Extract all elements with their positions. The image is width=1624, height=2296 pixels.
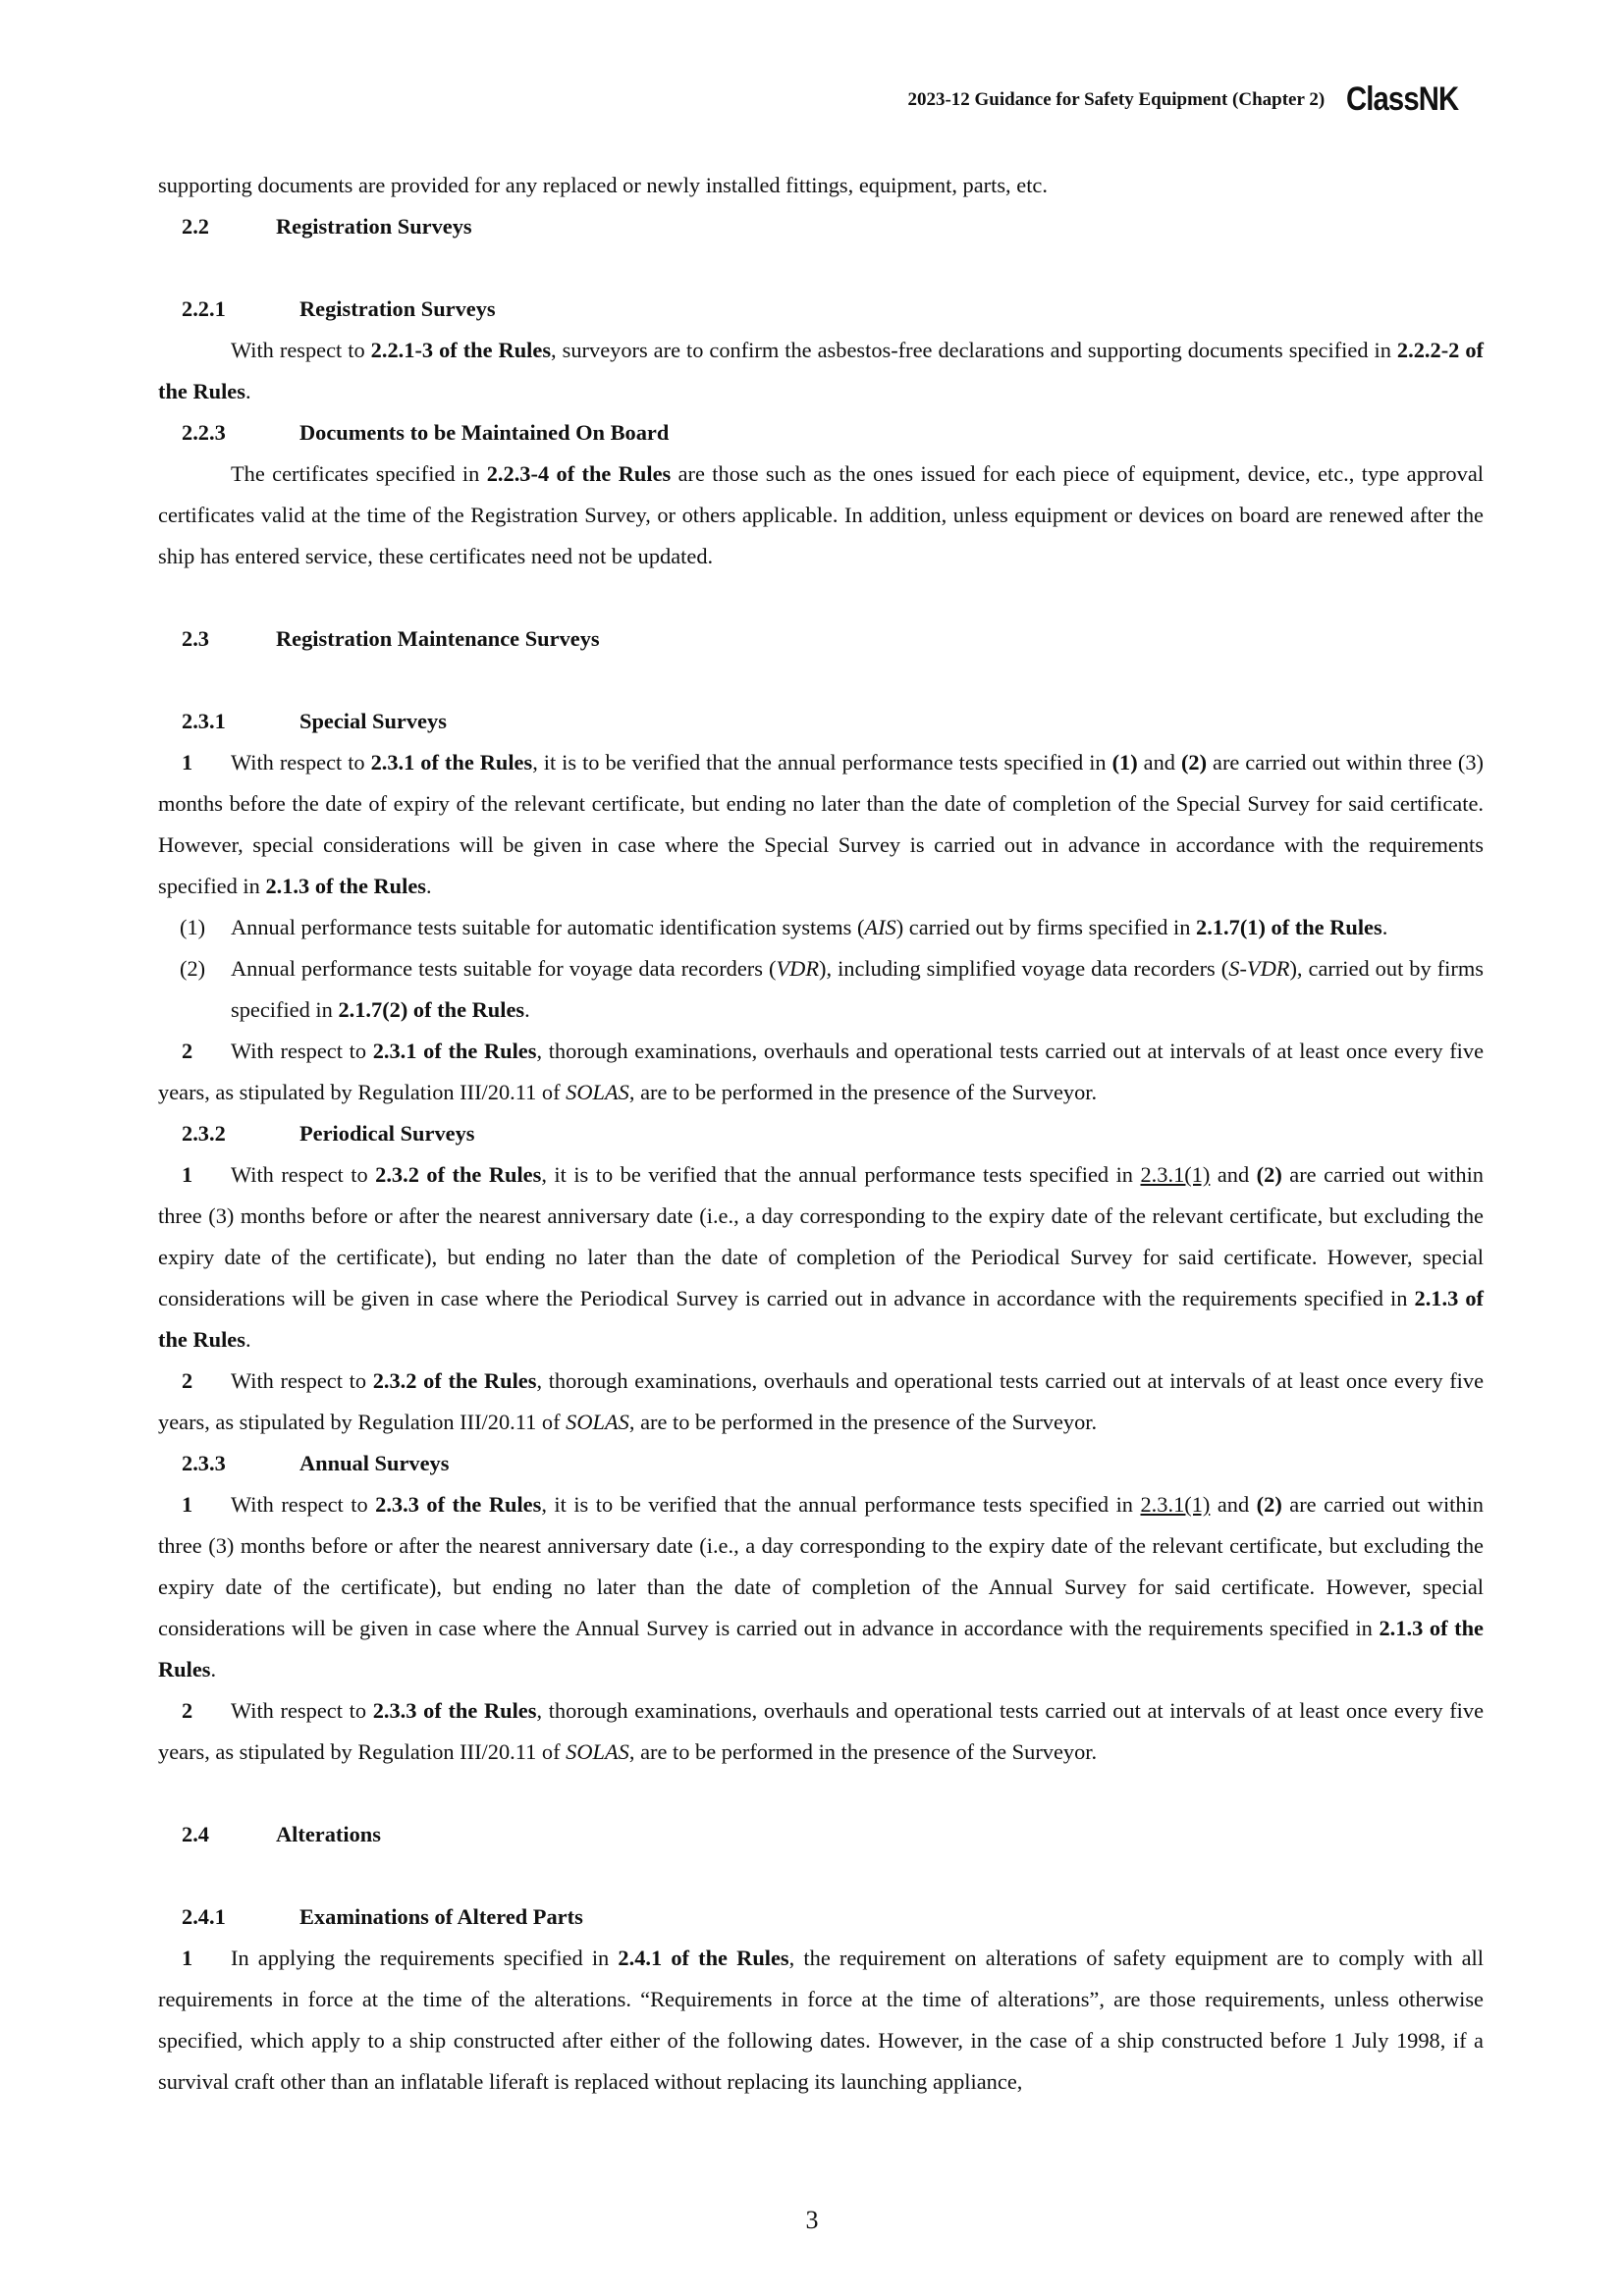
paragraph-2-4-1-1: 1 In applying the requirements specified in 2.4.1 of the Rules, the requirement on alterations of safety equipment are to comply with all requirements in force at the time of the alterations. “Requirements in force at the time of alterations”, are those requirements, unless otherwise specified, which apply to a ship constructed after either of the following dates. However, in the case of a ship constructed before 1 July 1998, if a survival craft other than an inflatable liferaft is replaced without replacing its launching appliance, bbox=[158, 1946, 1484, 2094]
continued-paragraph: supporting documents are provided for any replaced or newly installed fittings, equipment, parts, etc. bbox=[158, 173, 1048, 197]
section-heading-2-3: 2.3 Registration Maintenance Surveys bbox=[182, 626, 600, 651]
page-number: 3 bbox=[805, 2206, 819, 2234]
page-header bbox=[907, 80, 1477, 119]
section-heading-2-2-1: 2.2.1 Registration Surveys bbox=[182, 296, 496, 321]
paragraph-2-2-1: With respect to 2.2.1-3 of the Rules, surveyors are to confirm the asbestos-free declarations and supporting documents specified in 2.2.2-2 of the Rules. bbox=[158, 338, 1484, 403]
paragraph-2-3-1-1: 1 With respect to 2.3.1 of the Rules, it is to be verified that the annual performance tests specified in (1) and (2) are carried out within three (3) months before the date of expiry of the relevant certificate, but ending no later than the date of completion of the Special Survey for said certificate. However, special considerations will be given in case where the Special Survey is carried out in advance in accordance with the requirements specified in 2.1.3 of the Rules. bbox=[158, 750, 1484, 898]
document-title: 2023-12 Guidance for Safety Equipment (Chapter 2) bbox=[907, 88, 1326, 110]
section-heading-2-3-2: 2.3.2 Periodical Surveys bbox=[182, 1121, 475, 1146]
section-heading-2-4-1: 2.4.1 Examinations of Altered Parts bbox=[182, 1904, 583, 1929]
document-body bbox=[158, 165, 1484, 2103]
section-heading-2-2: 2.2 Registration Surveys bbox=[182, 214, 472, 239]
paragraph-2-3-2-1: 1 With respect to 2.3.2 of the Rules, it is to be verified that the annual performance tests specified in 2.3.1(1) and (2) are carried out within three (3) months before or after the nearest anniversary date (i.e., a day corresponding to the expiry date of the relevant certificate, but excluding the expiry date of the certificate), but ending no later than the date of completion of the Periodical Survey for said certificate. However, special considerations will be given in case where the Periodical Survey is carried out in advance in accordance with the requirements specified in 2.1.3 of the Rules. bbox=[158, 1162, 1485, 1352]
section-heading-2-3-1: 2.3.1 Special Surveys bbox=[182, 709, 447, 733]
paragraph-2-3-3-1: 1 With respect to 2.3.3 of the Rules, it is to be verified that the annual performance tests specified in 2.3.1(1) and (2) are carried out within three (3) months before or after the nearest anniversary date (i.e., a day corresponding to the expiry date of the relevant certificate, but excluding the expiry date of the certificate), but ending no later than the date of completion of the Annual Survey for said certificate. However, special considerations will be given in case where the Annual Survey is carried out in advance in accordance with the requirements specified in 2.1.3 of the Rules. bbox=[158, 1492, 1485, 1682]
paragraph-2-3-3-2: 2 With respect to 2.3.3 of the Rules, thorough examinations, overhauls and operational tests carried out at intervals of at least once every five years, as stipulated by Regulation III/20.11 of SOLAS, are to be performed in the presence of the Surveyor. bbox=[158, 1698, 1485, 1764]
section-heading-2-2-3: 2.2.3 Documents to be Maintained On Board bbox=[182, 420, 670, 445]
paragraph-2-3-1-2: 2 With respect to 2.3.1 of the Rules, thorough examinations, overhauls and operational tests carried out at intervals of at least once every five years, as stipulated by Regulation III/20.11 of SOLAS, are to be performed in the presence of the Surveyor. bbox=[158, 1039, 1485, 1104]
section-heading-2-4: 2.4 Alterations bbox=[182, 1822, 381, 1846]
paragraph-2-2-3: The certificates specified in 2.2.3-4 of the Rules are those such as the ones issued for each piece of equipment, device, etc., type approval certificates valid at the time of the Registration Survey, or others applicable. In addition, unless equipment or devices on board are renewed after the ship has entered service, these certificates need not be updated. bbox=[158, 461, 1484, 568]
list-item: (2) Annual performance tests suitable for voyage data recorders (VDR), including simplified voyage data recorders (S-VDR), carried out by firms specified in 2.1.7(2) of the Rules. bbox=[180, 956, 1484, 1022]
classnk-logo: ClassNK bbox=[1346, 80, 1459, 118]
paragraph-2-3-2-2: 2 With respect to 2.3.2 of the Rules, thorough examinations, overhauls and operational tests carried out at intervals of at least once every five years, as stipulated by Regulation III/20.11 of SOLAS, are to be performed in the presence of the Surveyor. bbox=[158, 1368, 1485, 1434]
list-item: (1) Annual performance tests suitable for automatic identification systems (AIS) carried out by firms specified in 2.1.7(1) of the Rules. bbox=[180, 915, 1388, 939]
section-heading-2-3-3: 2.3.3 Annual Surveys bbox=[182, 1451, 450, 1475]
